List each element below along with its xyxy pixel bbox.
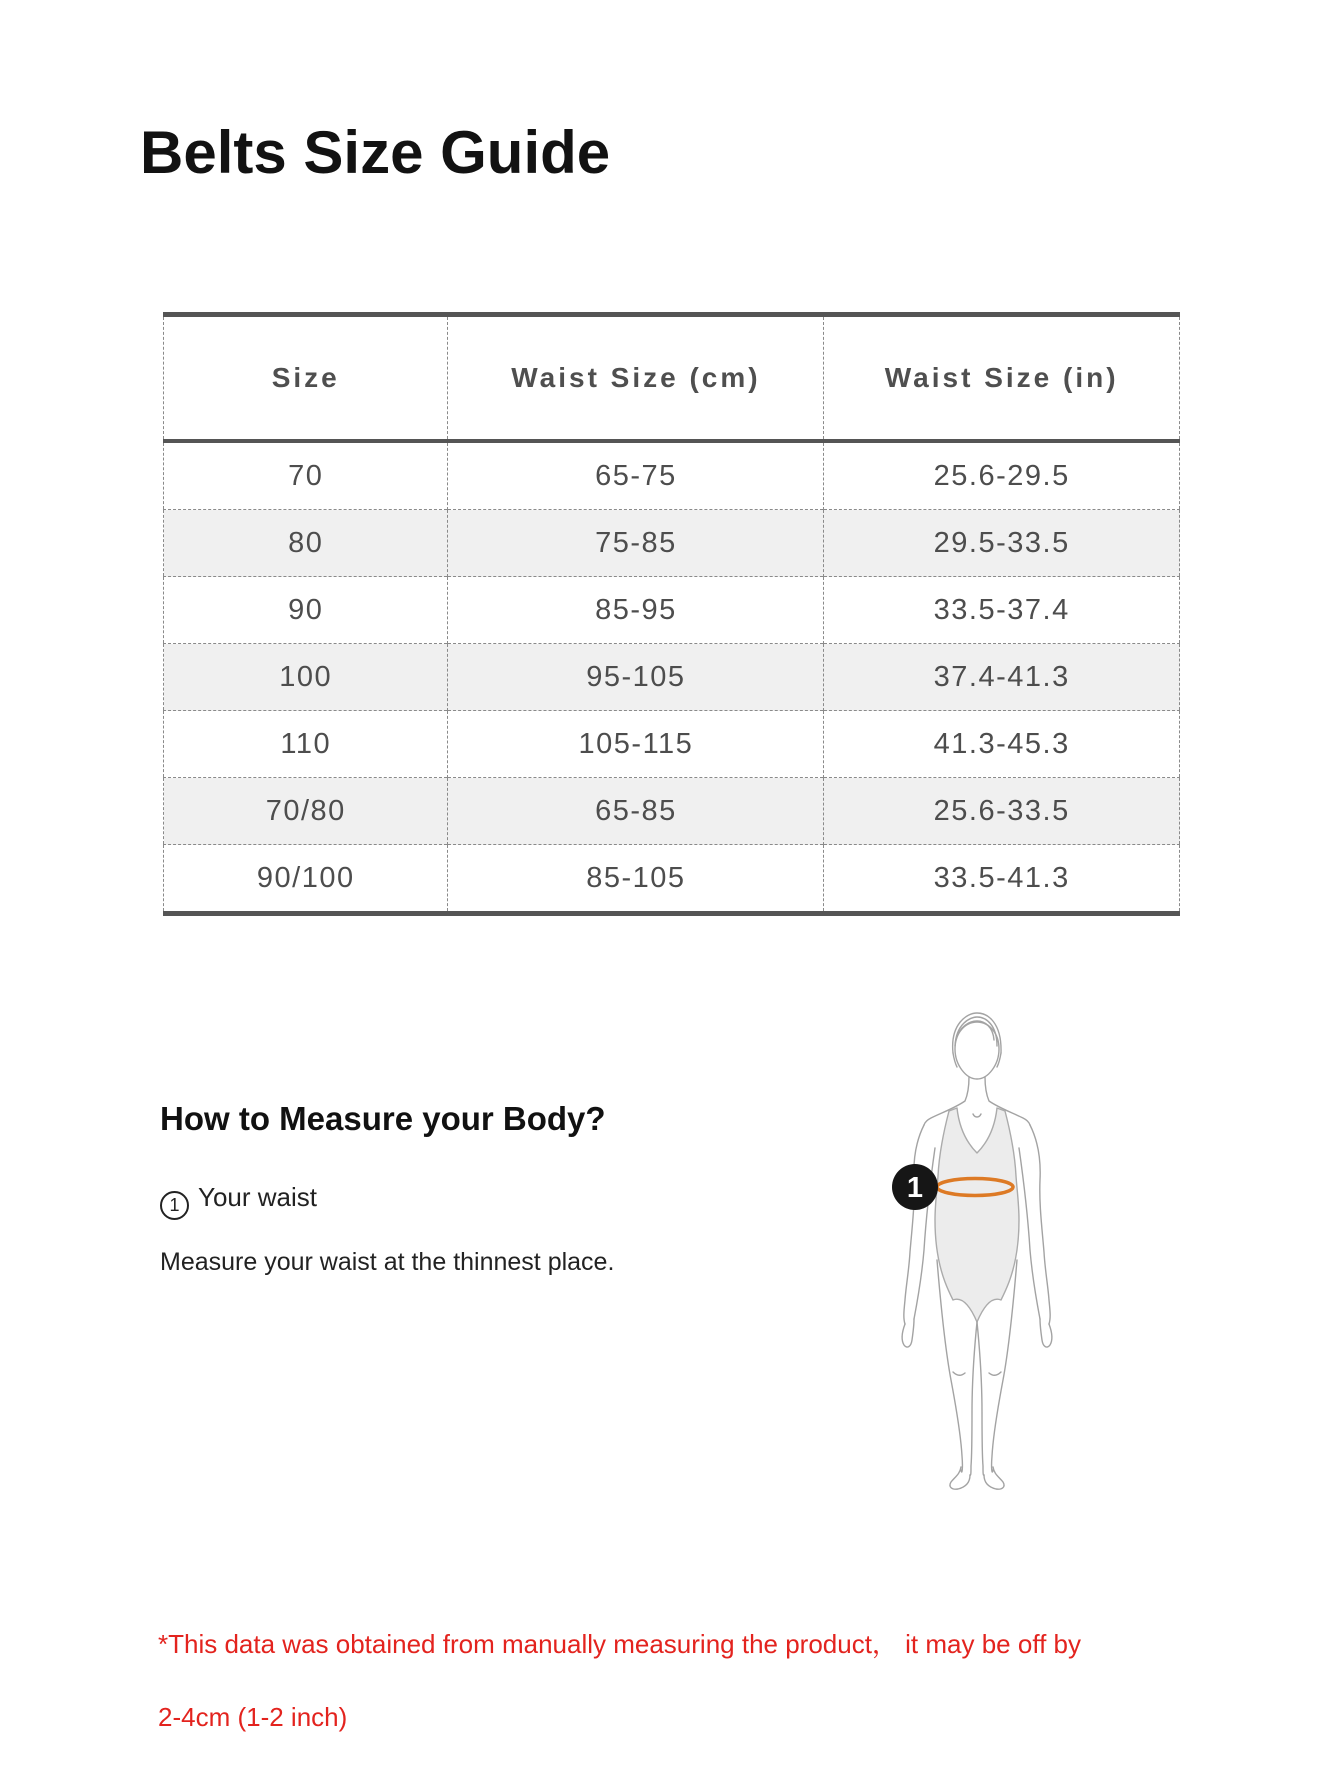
waist-in-cell: 41.3-45.3	[824, 711, 1180, 778]
table-row	[164, 577, 1180, 644]
disclaimer-line-1: *This data was obtained from manually measuring the product， it may be off by	[158, 1629, 1081, 1659]
waist-cm-cell: 95-105	[448, 644, 824, 711]
body-figure-svg	[885, 1008, 1065, 1498]
waist-badge-number: 1	[906, 1172, 924, 1204]
size-cell: 90/100	[164, 845, 448, 914]
disclaimer-text	[158, 1608, 1278, 1754]
knee-marks	[953, 1372, 1001, 1375]
waist-in-cell: 29.5-33.5	[824, 510, 1180, 577]
waist-cm-cell: 85-95	[448, 577, 824, 644]
waist-cm-cell: 105-115	[448, 711, 824, 778]
clavicle-notch	[973, 1114, 981, 1117]
waist-in-cell: 33.5-41.3	[824, 845, 1180, 914]
column-header-waist-cm: Waist Size (cm)	[448, 315, 824, 442]
measure-heading: How to Measure your Body?	[160, 1100, 606, 1137]
swimsuit	[935, 1108, 1019, 1322]
circled-number-icon: 1	[160, 1191, 189, 1220]
waist-in-cell: 25.6-29.5	[824, 441, 1180, 510]
size-cell: 100	[164, 644, 448, 711]
waist-cm-cell: 85-105	[448, 845, 824, 914]
table-row	[164, 644, 1180, 711]
table-row	[164, 510, 1180, 577]
body-figure-illustration	[885, 1008, 1065, 1498]
page-title: Belts Size Guide	[140, 119, 611, 187]
disclaimer-line-2: 2-4cm (1-2 inch)	[158, 1702, 348, 1732]
size-table	[163, 312, 1180, 916]
waist-cm-cell: 65-75	[448, 441, 824, 510]
size-cell: 70	[288, 459, 324, 492]
table-row	[164, 711, 1180, 778]
size-cell: 70/80	[164, 778, 448, 845]
size-cell: 80	[164, 510, 448, 577]
waist-in-cell: 33.5-37.4	[824, 577, 1180, 644]
step-1-line	[160, 1182, 317, 1220]
size-cell: 90	[164, 577, 448, 644]
step-label: Your waist	[198, 1182, 317, 1212]
waist-in-cell: 25.6-33.5	[824, 778, 1180, 845]
table-row	[164, 778, 1180, 845]
waist-cm-cell: 65-85	[448, 778, 824, 845]
table-row	[164, 441, 1180, 510]
size-table-header-row	[164, 315, 1180, 442]
waist-in-cell: 37.4-41.3	[824, 644, 1180, 711]
table-row	[164, 845, 1180, 914]
column-header-size: Size	[164, 315, 448, 442]
waist-cm-cell: 75-85	[448, 510, 824, 577]
step-description: Measure your waist at the thinnest place.	[160, 1248, 615, 1276]
head-outline	[955, 1022, 999, 1079]
size-cell: 110	[164, 711, 448, 778]
column-header-waist-in: Waist Size (in)	[824, 315, 1180, 442]
